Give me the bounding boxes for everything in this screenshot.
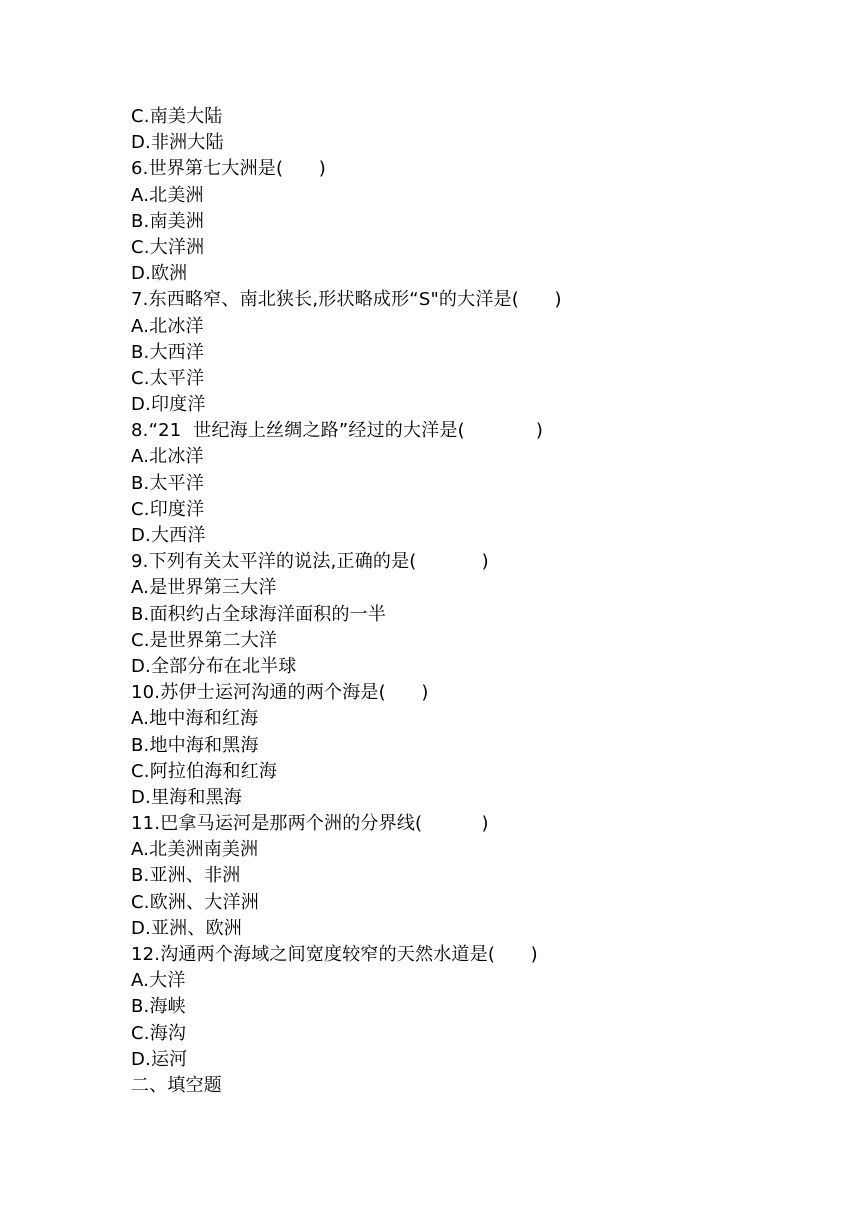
option-c-q7: C.太平洋 <box>131 367 205 389</box>
option-b-q10: B.地中海和黑海 <box>131 734 259 756</box>
option-b-q12: B.海峡 <box>131 996 186 1018</box>
option-d-q12: D.运河 <box>131 1048 188 1070</box>
option-d-q5: D.非洲大陆 <box>131 132 224 154</box>
option-d-q11: D.亚洲、欧洲 <box>131 917 242 939</box>
option-c-q9: C.是世界第二大洋 <box>131 629 278 651</box>
option-a-q7: A.北冰洋 <box>131 315 204 337</box>
option-c-q10: C.阿拉伯海和红海 <box>131 760 278 782</box>
option-a-q10: A.地中海和红海 <box>131 708 259 730</box>
option-b-q8: B.太平洋 <box>131 472 205 494</box>
option-c-q8: C.印度洋 <box>131 498 205 520</box>
section-heading-fill-in: 二、填空题 <box>131 1074 222 1096</box>
option-d-q6: D.欧洲 <box>131 263 188 285</box>
option-d-q7: D.印度洋 <box>131 394 206 416</box>
question-12: 12.沟通两个海域之间宽度较窄的天然水道是( ) <box>131 944 538 965</box>
option-d-q8: D.大西洋 <box>131 525 206 546</box>
option-a-q8: A.北冰洋 <box>131 446 204 468</box>
option-c-q6: C.大洋洲 <box>131 236 205 258</box>
question-9: 9.下列有关太平洋的说法,正确的是( ) <box>131 551 489 573</box>
option-b-q7: B.大西洋 <box>131 341 205 363</box>
option-a-q9: A.是世界第三大洋 <box>131 577 277 599</box>
option-c-q11: C.欧洲、大洋洲 <box>131 891 259 913</box>
option-d-q10: D.里海和黑海 <box>131 786 242 808</box>
option-b-q9: B.面积约占全球海洋面积的一半 <box>131 603 387 625</box>
question-11: 11.巴拿马运河是那两个洲的分界线( ) <box>131 813 489 835</box>
option-c-q5: C.南美大陆 <box>131 106 223 127</box>
question-list <box>131 104 771 1099</box>
option-b-q11: B.亚洲、非洲 <box>131 865 241 887</box>
question-8: 8.“21 世纪海上丝绸之路”经过的大洋是( ) <box>131 420 544 442</box>
question-10: 10.苏伊士运河沟通的两个海是( ) <box>131 682 429 704</box>
question-6: 6.世界第七大洲是( ) <box>131 158 326 180</box>
option-a-q6: A.北美洲 <box>131 184 204 206</box>
option-a-q12: A.大洋 <box>131 970 186 992</box>
option-c-q12: C.海沟 <box>131 1022 187 1044</box>
option-d-q9: D.全部分布在北半球 <box>131 655 297 677</box>
option-b-q6: B.南美洲 <box>131 210 205 232</box>
option-a-q11: A.北美洲南美洲 <box>131 839 259 861</box>
question-7: 7.东西略窄、南北狭长,形状略成形“S"的大洋是( ) <box>131 289 562 311</box>
